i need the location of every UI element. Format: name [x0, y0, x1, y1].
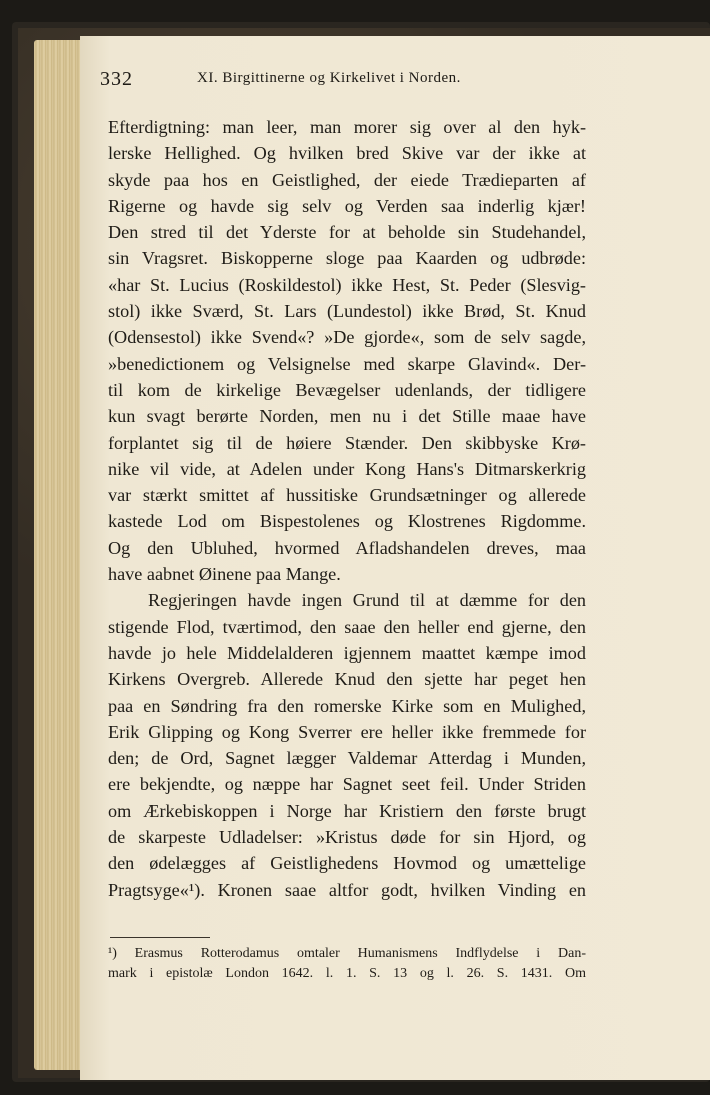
text-line: Pragtsyge«¹). Kronen saae altfor godt, hvilken Vinding en — [108, 879, 586, 900]
text-line: (Odensestol) ikke Svend«? »De gjorde«, som de selv sagde, — [108, 327, 586, 348]
text-line: lerske Hellighed. Og hvilken bred Skive var der ikke at — [108, 143, 586, 164]
text-line: var stærkt smittet af hussitiske Grundsætninger og allerede — [108, 485, 586, 506]
text-line: Den stred til det Yderste for at beholde sin Studehandel, — [108, 222, 586, 243]
text-line: kun svagt berørte Norden, men nu i det Stille maae have — [108, 406, 586, 427]
paragraph-2 — [108, 587, 586, 903]
footnote-line: mark i epistolæ London 1642. l. 1. S. 13 og l. 26. S. 1431. Om — [108, 966, 586, 981]
text-line: skyde paa hos en Geistlighed, der eiede Trædieparten af — [108, 169, 586, 190]
footnote — [108, 944, 586, 984]
text-line: Erik Glipping og Kong Sverrer ere heller ikke fremmede for — [108, 721, 586, 742]
text-line: Regjeringen havde ingen Grund til at dæmme for den — [148, 590, 586, 611]
text-line: de skarpeste Udladelser: »Kristus døde for sin Hjord, og — [108, 827, 586, 848]
text-line: »benedictionem og Velsignelse med skarpe Glavind«. Der- — [108, 353, 586, 374]
text-line: nike vil vide, at Adelen under Kong Hans's Ditmarskerkrig — [108, 458, 586, 479]
text-line: sin Vragsret. Biskopperne sloge paa Kaarden og udbrøde: — [108, 248, 586, 269]
text-line: Kirkens Overgreb. Allerede Knud den sjette har peget hen — [108, 669, 586, 690]
text-line: forplantet sig til de høiere Stænder. Den skibbyske Krø- — [108, 432, 586, 453]
body-text — [108, 114, 586, 903]
text-line: Og den Ubluhed, hvormed Afladshandelen dreves, maa — [108, 537, 586, 558]
page-number: 332 — [100, 68, 133, 90]
text-line: paa en Søndring fra den romerske Kirke som en Mulighed, — [108, 695, 586, 716]
text-line: havde jo hele Middelalderen igjennem maattet kæmpe imod — [108, 642, 586, 663]
text-line: kastede Lod om Bispestolenes og Klostrenes Rigdomme. — [108, 511, 586, 532]
footnote-line: ¹) Erasmus Rotterodamus omtaler Humanismens Indflydelse i Dan- — [108, 946, 586, 961]
text-line: have aabnet Øinene paa Mange. — [108, 564, 341, 585]
page-header — [100, 68, 600, 98]
running-title: XI. Birgittinerne og Kirkelivet i Norden. — [197, 70, 461, 86]
text-line: ere bekjendte, og næppe har Sagnet seet feil. Under Striden — [108, 774, 586, 795]
footnote-rule — [110, 937, 210, 938]
text-line: Efterdigtning: man leer, man morer sig over al den hyk- — [108, 117, 586, 137]
text-line: om Ærkebiskoppen i Norge har Kristiern den første brugt — [108, 800, 586, 821]
text-line: til kom de kirkelige Bevægelser udenlands, der tidligere — [108, 379, 586, 400]
text-line: stol) ikke Sværd, St. Lars (Lundestol) ikke Brød, St. Knud — [108, 301, 586, 322]
text-line: den; de Ord, Sagnet lægger Valdemar Atterdag i Munden, — [108, 748, 586, 769]
paragraph-1 — [108, 114, 586, 587]
text-line: den ødelægges af Geistlighedens Hovmod og umættelige — [108, 853, 586, 874]
text-line: stigende Flod, tværtimod, den saae den heller end gjerne, den — [108, 616, 586, 637]
text-line: «har St. Lucius (Roskildestol) ikke Hest, St. Peder (Slesvig- — [108, 274, 586, 295]
text-line: Rigerne og havde sig selv og Verden saa inderlig kjær! — [108, 195, 586, 216]
